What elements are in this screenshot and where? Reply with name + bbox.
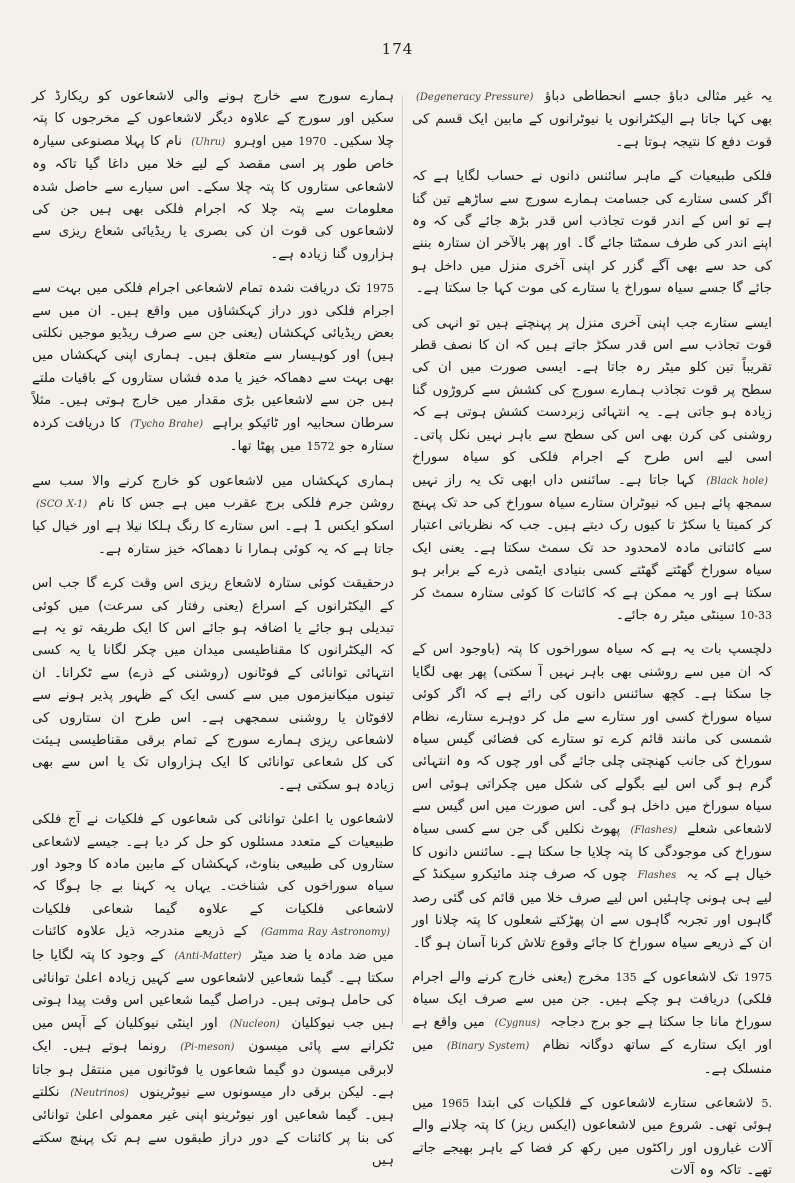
- urdu-text: ایسے ستارے جب اپنی آخری منزل پر پہنچتے ہیں تو انہی کی قوت تجاذب سے اس قدر سکڑ جاتے ہیں کہ ان کا نصف قطر تقریباً تین کلو میٹر رہ جاتا ہے۔ ایسی صورت میں ان کی سطح پر قوت تجاذب ہمارے سورج کی کشش سے کروڑوں گنا زیادہ ہو جاتی ہے۔ یہ انتہائی زبردست کشش ہوتی ہے کہ روشنی کی کرن بھی اس کی سطح سے باہر نہیں نکل پاتی۔ اسی لیے اس طرح کے اجرام فلکی کو سیاہ سوراخ: [412, 315, 772, 466]
- urdu-text: تک لاشعاعوں کے: [636, 970, 744, 986]
- numeral: 1975: [743, 971, 772, 985]
- urdu-text: فلکی طبیعیات کے ماہر سائنس دانوں نے حساب لگایا ہے کہ اگر کسی ستارے کی جسامت ہمارے سورج سے ساڑھے تین گنا ہے تو اس کے اندر قوت تجاذب اس قدر بڑھ جائے گی کہ وہ اپنے اندر کی طرف سمٹتا جائے گا۔ اور پھر بالآخر ان ستارہ بننے کی حد سے بھی آگے گزر کر اپنی آخری منزل میں داخل ہو جائے گا جسے سیاہ سوراخ یا ستارے کی موت کہا جا سکتا ہے۔: [412, 169, 772, 297]
- urdu-text: میں واقع ہے اور ایک ستارے کے ساتھ دوگانہ نظام: [412, 1014, 772, 1054]
- urdu-text: میں اوہرو: [229, 133, 299, 149]
- english-term: (Flashes): [630, 824, 678, 836]
- paragraph: [32, 278, 394, 458]
- urdu-text: لاشعاعوں یا اعلیٰ توانائی کی شعاعوں کے فلکیات نے آج فلکی طبیعیات کے متعدد مسئلوں کو حل کر دیا ہے۔ جیسے لاشعاعی ستاروں کی طبیعی بناوٹ، کہکشاں کے مابین مادہ کا وجود اور سیاہ سوراخوں کی شناخت۔ یہاں یہ کہنا بے جا ہوگا کہ لاشعاعی فلکیات کے علاوہ گیما شعاعی فلکیات: [32, 812, 394, 917]
- english-term: (SCO X-1): [36, 498, 88, 510]
- paragraph: [412, 166, 772, 300]
- urdu-text: تک دریافت شدہ تمام لاشعاعی اجرام فلکی میں بہت سے اجرام فلکی دور دراز کہکشاؤں میں واقع ہیں۔ ان میں سے بعض ریڈیائی کہکشاں (یعنی جن سے صرف ریڈیو موجیں نکلتی ہیں) اور کوہیسار سے متعلق ہیں۔ ہماری اپنی کہکشاں میں بھی بہت سے دھماکہ خیز یا مدہ فشاں ستاروں کے باقیات ملتے ہیں جن سے لاشعاعیں بڑی مقدار میں خارج ہوتی ہیں۔ مثلاً سرطان سحابیہ اور ٹائیکو براہے: [32, 281, 394, 431]
- urdu-text: مخرج (یعنی خارج کرنے والے اجرام فلکی) دریافت ہو چکے ہیں۔ جن میں سے صرف ایک سیاہ سوراخ مانا جا سکتا ہے جو برج دجاجہ: [412, 970, 773, 1030]
- english-term: (Anti-Matter): [174, 950, 242, 962]
- urdu-text: ہماری کہکشاں میں لاشعاعوں کو خارج کرنے والا سب سے روشن جرم فلکی برج عقرب میں ہے جس کا نام: [32, 473, 394, 511]
- urdu-text: کہا جاتا ہے۔ سائنس داں ابھی تک یہ راز نہیں سمجھ پائے ہیں کہ نیوٹران ستارے سیاہ سوراخ کی حد تک پہنچ کر کمیتا یا سکڑ تا کیوں رک دیتے ہیں۔ جب کہ نظریاتی اعتبار سے کائناتی مادہ لامحدود حد تک سمٹ سکتا ہے۔ یعنی ایک سیاہ سوراخ گھٹتے گھٹتے کسی بنیادی ایٹمی ذرے کے برابر ہو سکتا ہے اور یہ ممکن ہے کہ کائنات کا کوئی ستارہ سمٹ کر: [412, 472, 772, 601]
- urdu-text: بھی کہا جاتا ہے الیکٹرانوں یا نیوٹرانوں کے مابین ایک قسم کی قوت دفع کا نتیجہ ہوتا ہے۔: [412, 112, 772, 150]
- urdu-text: میں منسلک ہے۔: [412, 1038, 772, 1077]
- english-term: Flashes: [637, 870, 677, 882]
- urdu-text: کے ذریعے مندرجہ ذیل علاوہ کائنات میں ضد مادہ یا ضد میٹر: [32, 924, 394, 963]
- paragraph: [412, 639, 772, 955]
- numeral: 1975: [366, 282, 394, 296]
- english-term: (Gamma Ray Astronomy): [260, 927, 390, 939]
- english-term: (Black hole): [706, 475, 768, 487]
- urdu-text: اور اینٹی نیوکلیان کے آپس میں ٹکرانے سے پائی میسون: [32, 1015, 394, 1055]
- english-term: (Nucleon): [229, 1018, 280, 1030]
- english-term: (Degeneracy Pressure): [416, 92, 534, 103]
- english-term: (Tycho Brahe): [130, 418, 203, 430]
- urdu-text: ہمارے سورج سے خارج ہونے والی لاشعاعوں کو ریکارڈ کر سکیں اور سورج کے علاوہ دیگر لاشعاعوں کے مخرجوں کا پتہ چلا سکیں۔: [32, 89, 394, 149]
- paragraph: [412, 1093, 772, 1183]
- numeral: 10-33: [740, 608, 772, 622]
- english-term: (Neutrinos): [70, 1088, 129, 1100]
- paragraph: [412, 967, 772, 1081]
- urdu-text: چوں کہ صرف چند مائیکرو سیکنڈ کے لیے ہی ہونی چاہئیں اس لیے صرف خلا میں قائم کی گئی رصد گاہوں اور تجربہ گاہوں سے ان پھڑکتے شعلوں کا پتہ چلانا اور ان کے ذریعے سیاہ سوراخ کا جائے وقوع تلاش کرنا آسان ہو گا۔: [412, 867, 772, 951]
- numeral: 1572: [306, 440, 335, 454]
- english-term: (Pi-meson): [180, 1042, 235, 1054]
- page-number: 174: [381, 40, 414, 58]
- column-gutter: [402, 95, 403, 1025]
- urdu-text: یہ غیر مثالی دباؤ جسے انحطاطی دباؤ: [537, 89, 772, 104]
- numeral: 135: [615, 971, 637, 985]
- urdu-text: رونما ہوتے ہیں۔ ایک لابرقی میسون دو گیما شعاعوں یا فوٹانوں میں منتقل ہو جاتا ہے۔ لیکن برقی دار میسونوں سے نیوٹرینوں: [32, 1039, 395, 1101]
- paragraph: [32, 86, 394, 266]
- right-column: [412, 86, 773, 1179]
- english-term: (Uhru): [191, 136, 226, 148]
- english-term: (Cygnus): [494, 1017, 541, 1029]
- left-column: [32, 86, 395, 1169]
- urdu-text: لاشعاعی ستارے لاشعاعوں کے فلکیات کی ابتدا: [469, 1096, 762, 1112]
- numeral: 1970: [298, 134, 327, 148]
- urdu-text: کا دریافت کردہ ستارہ جو: [32, 415, 394, 455]
- urdu-text: سینٹی میٹر رہ جائے۔: [616, 607, 741, 623]
- urdu-text: میں پھٹا تھا۔: [229, 439, 307, 455]
- urdu-text: میں ہوئی تھی۔ شروع میں لاشعاعوں (ایکس ریز) کا پتہ چلانے والے آلات غباروں اور راکٹوں میں رکھ کر فضا کے باہر بھیجے جاتے تھے۔ تاکہ وہ آلات: [412, 1096, 772, 1179]
- paragraph: [32, 809, 394, 1173]
- numeral: 5.: [761, 1097, 772, 1111]
- paragraph: [32, 573, 394, 797]
- urdu-text: نام کا پہلا مصنوعی سیارہ خاص طور پر اسی مقصد کے لیے خلا میں داغا گیا تاکہ وہ لاشعاعی ستاروں کا پتہ چلا سکے۔ اس سیارے سے حاصل شدہ معلومات سے پتہ چلا کہ اجرام فلکی بھی ہیں جن کی لاشعاعوں کی قوت ان کی بصری یا ریڈیائی شعاع ریزی سے ہزاروں گنا زیادہ ہے۔: [32, 133, 394, 262]
- urdu-text: دلچسپ بات یہ ہے کہ سیاہ سوراخوں کا پتہ (باوجود اس کے کہ ان میں سے روشنی بھی باہر نہیں آ سکتی) پھر بھی لگایا جا سکتا ہے۔ کچھ سائنس دانوں کی رائے ہے کہ اگر کوئی سیاہ سوراخ کسی اور ستارے سے مل کر دوہرے ستارے، نظام شمسی کی مانند قائم کرے تو ستارے کی فضائی گیس سیاہ سوراخ کی جانب کھنچتی چلی جائے گی اور چوں کہ وہ انتہائی گرم ہو گی اس لیے بگولے کی شکل میں چکراتی ہوئی اس سیاہ سوراخ میں داخل ہو گی۔ اس صورت میں اس گیس سے لاشعاعی شعلے: [412, 642, 772, 837]
- urdu-text: اسکو ایکس 1 ہے۔ اس ستارے کا رنگ ہلکا نیلا ہے اور خیال کیا جاتا ہے کہ یہ کوئی ہمارا نا دھماکہ خیز ستارہ ہے۔: [32, 519, 394, 557]
- urdu-text: پھوٹ نکلیں گی جن سے کسی سیاہ سوراخ کی موجودگی کا پتہ چلایا جا سکتا ہے۔ سائنس دانوں کا خیال ہے کہ یہ: [412, 821, 772, 883]
- urdu-text: کے وجود کا پتہ لگایا جا سکتا ہے۔ گیما شعاعیں لاشعاعوں سے کہیں زیادہ اعلیٰ توانائی کی حامل ہوتی ہیں۔ دراصل گیما شعاعیں اس وقت پیدا ہوتی ہیں جب نیوکلیان: [32, 947, 394, 1031]
- english-term: (Binary System): [446, 1041, 530, 1053]
- numeral: 1965: [441, 1097, 470, 1111]
- urdu-text: درحقیقت کوئی ستارہ لاشعاع ریزی اس وقت کرے گا جب اس کے الیکٹرانوں کے اسراع (یعنی رفتار کی سرعت) میں کوئی تبدیلی ہو جائے یا اضافہ ہو جائے اس کا ایک طریقہ تو یہ ہے کہ الیکٹرانوں کا مقناطیسی میدان میں چکر لگانا یا یہ کسی انتہائی توانائی کے فوٹانوں (روشنی کے ذرے) سے ٹکرانا۔ ان تینوں میکانیزموں میں سے کسی ایک کے ظہور پذیر ہونے سے لافوٹان یا روشنی سمجھی ہے۔ اس طرح ان ستاروں کی لاشعاعی ریزی ہمارے سورج کے تمام برقی مقناطیسی ہیئت کی کل شعاعی توانائی کا ایک ہزارواں تک یا اس سے بھی زیادہ ہو سکتی ہے۔: [32, 576, 394, 793]
- urdu-text: نکلتے ہیں۔ گیما شعاعیں اور نیوٹرینو اپنی غیر معمولی اعلیٰ توانائی کی بنا پر کائنات کے دور دراز طبقوں سے ہم تک پہنچ سکتے ہیں: [32, 1085, 394, 1169]
- paragraph: [32, 471, 394, 562]
- paragraph: [412, 313, 772, 628]
- paragraph: [412, 86, 772, 154]
